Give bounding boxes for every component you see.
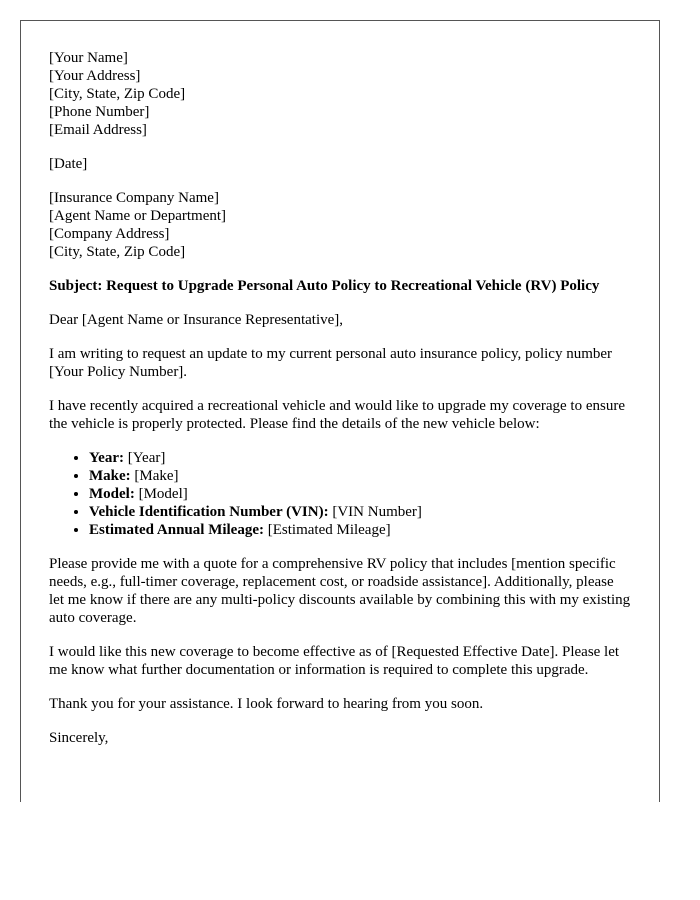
- list-item: [89, 467, 631, 485]
- subject-line: Subject: Request to Upgrade Personal Auto Policy to Recreational Vehicle (RV) Policy: [49, 278, 600, 294]
- detail-label: Estimated Annual Mileage:: [89, 522, 264, 538]
- paragraph-thanks: Thank you for your assistance. I look forward to hearing from you soon.: [49, 696, 484, 712]
- detail-value: [Model]: [134, 486, 188, 502]
- sender-name: [Your Name]: [49, 50, 128, 66]
- sender-phone: [Phone Number]: [49, 104, 150, 120]
- list-item: [89, 503, 631, 521]
- date-block: [49, 155, 631, 173]
- vehicle-details-list: [49, 449, 631, 539]
- detail-label: Model:: [89, 486, 135, 502]
- sender-address: [Your Address]: [49, 68, 141, 84]
- sender-block: [49, 49, 631, 139]
- detail-value: [Year]: [123, 450, 166, 466]
- sender-email: [Email Address]: [49, 122, 147, 138]
- list-item: [89, 521, 631, 539]
- detail-label: Year:: [89, 450, 124, 466]
- detail-value: [VIN Number]: [328, 504, 422, 520]
- recipient-block: [49, 189, 631, 261]
- recipient-city-state-zip: [City, State, Zip Code]: [49, 244, 186, 260]
- signoff: Sincerely,: [49, 730, 109, 746]
- paragraph-intro: I am writing to request an update to my current personal auto insurance policy, policy number [Your Policy Number].: [49, 346, 613, 380]
- detail-value: [Make]: [130, 468, 179, 484]
- list-item: [89, 485, 631, 503]
- detail-value: [Estimated Mileage]: [264, 522, 391, 538]
- detail-label: Vehicle Identification Number (VIN):: [89, 504, 329, 520]
- sender-city-state-zip: [City, State, Zip Code]: [49, 86, 186, 102]
- paragraph-effective-date: I would like this new coverage to become effective as of [Requested Effective Date]. Please let me know what further documentation or information is required to complete this upgrade.: [49, 644, 620, 678]
- letter-date: [Date]: [49, 156, 88, 172]
- paragraph-quote-request: Please provide me with a quote for a comprehensive RV policy that includes [mention specific needs, e.g., full-timer coverage, replacement cost, or roadside assistance]. Additionally, please let me know if there are any multi-policy discounts available by combining this with my existing auto coverage.: [49, 556, 631, 626]
- detail-label: Make:: [89, 468, 131, 484]
- recipient-company: [Insurance Company Name]: [49, 190, 219, 206]
- list-item: [89, 449, 631, 467]
- paragraph-vehicle-acquired: I have recently acquired a recreational vehicle and would like to upgrade my coverage to ensure the vehicle is properly protected. Please find the details of the new vehicle below:: [49, 398, 625, 432]
- recipient-agent: [Agent Name or Department]: [49, 208, 227, 224]
- letter-page: [20, 20, 660, 802]
- recipient-address: [Company Address]: [49, 226, 170, 242]
- salutation: Dear [Agent Name or Insurance Representative],: [49, 312, 344, 328]
